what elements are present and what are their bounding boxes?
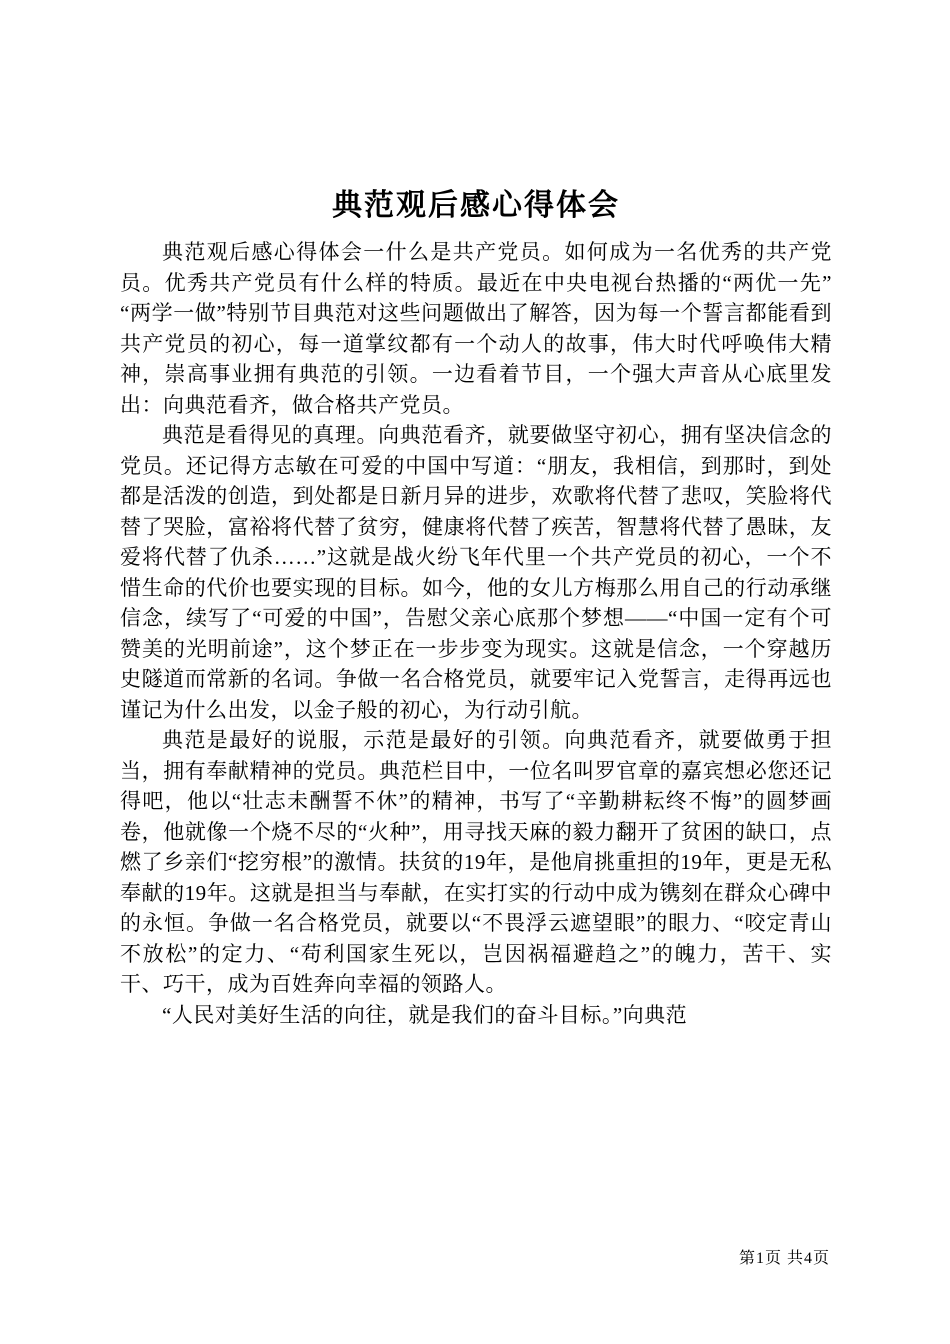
document-body bbox=[120, 237, 832, 1030]
paragraph-1: 典范观后感心得体会一什么是共产党员。如何成为一名优秀的共产党员。优秀共产党员有什么样的特质。最近在中央电视台热播的“两优一先”“两学一做”特别节目典范对这些问题做出了解答，因为每一个誓言都能看到共产党员的初心，每一道掌纹都有一个动人的故事，伟大时代呼唤伟大精神，崇高事业拥有典范的引领。一边看着节目，一个强大声音从心底里发出：向典范看齐，做合格共产党员。 bbox=[120, 240, 832, 417]
paragraph-4: “人民对美好生活的向往，就是我们的奋斗目标。”向典范 bbox=[162, 1002, 688, 1027]
paragraph-2: 典范是看得见的真理。向典范看齐，就要做坚守初心，拥有坚决信念的党员。还记得方志敏在可爱的中国中写道：“朋友，我相信，到那时，到处都是活泼的创造，到处都是日新月异的进步，欢歌将代替了悲叹，笑脸将代替了哭脸，富裕将代替了贫穷，健康将代替了疾苦，智慧将代替了愚昧，友爱将代替了仇杀……”这就是战火纷飞年代里一个共产党员的初心，一个不惜生命的代价也要实现的目标。如今，他的女儿方梅那么用自己的行动承继信念，续写了“可爱的中国”，告慰父亲心底那个梦想——“中国一定有个可赞美的光明前途”，这个梦正在一步步变为现实。这就是信念，一个穿越历史隧道而常新的名词。争做一名合格党员，就要牢记入党誓言，走得再远也谨记为什么出发，以金子般的初心，为行动引航。 bbox=[120, 423, 832, 722]
document-title: 典范观后感心得体会 bbox=[332, 189, 620, 222]
paragraph-3: 典范是最好的说服，示范是最好的引领。向典范看齐，就要做勇于担当，拥有奉献精神的党员。典范栏目中，一位名叫罗官章的嘉宾想必您还记得吧，他以“壮志未酬誓不休”的精神，书写了“辛勤耕耘终不悔”的圆梦画卷，他就像一个烧不尽的“火种”，用寻找天麻的毅力翻开了贫困的缺口，点燃了乡亲们“挖穷根”的激情。扶贫的19年，是他肩挑重担的19年，更是无私奉献的19年。这就是担当与奉献，在实打实的行动中成为镌刻在群众心碑中的永恒。争做一名合格党员，就要以“不畏浮云遮望眼”的眼力、“咬定青山不放松”的定力、“苟利国家生死以，岂因祸福避趋之”的魄力，苦干、实干、巧干，成为百姓奔向幸福的领路人。 bbox=[120, 728, 832, 996]
page-number-footer: 第1页 共4页 bbox=[738, 1250, 830, 1267]
